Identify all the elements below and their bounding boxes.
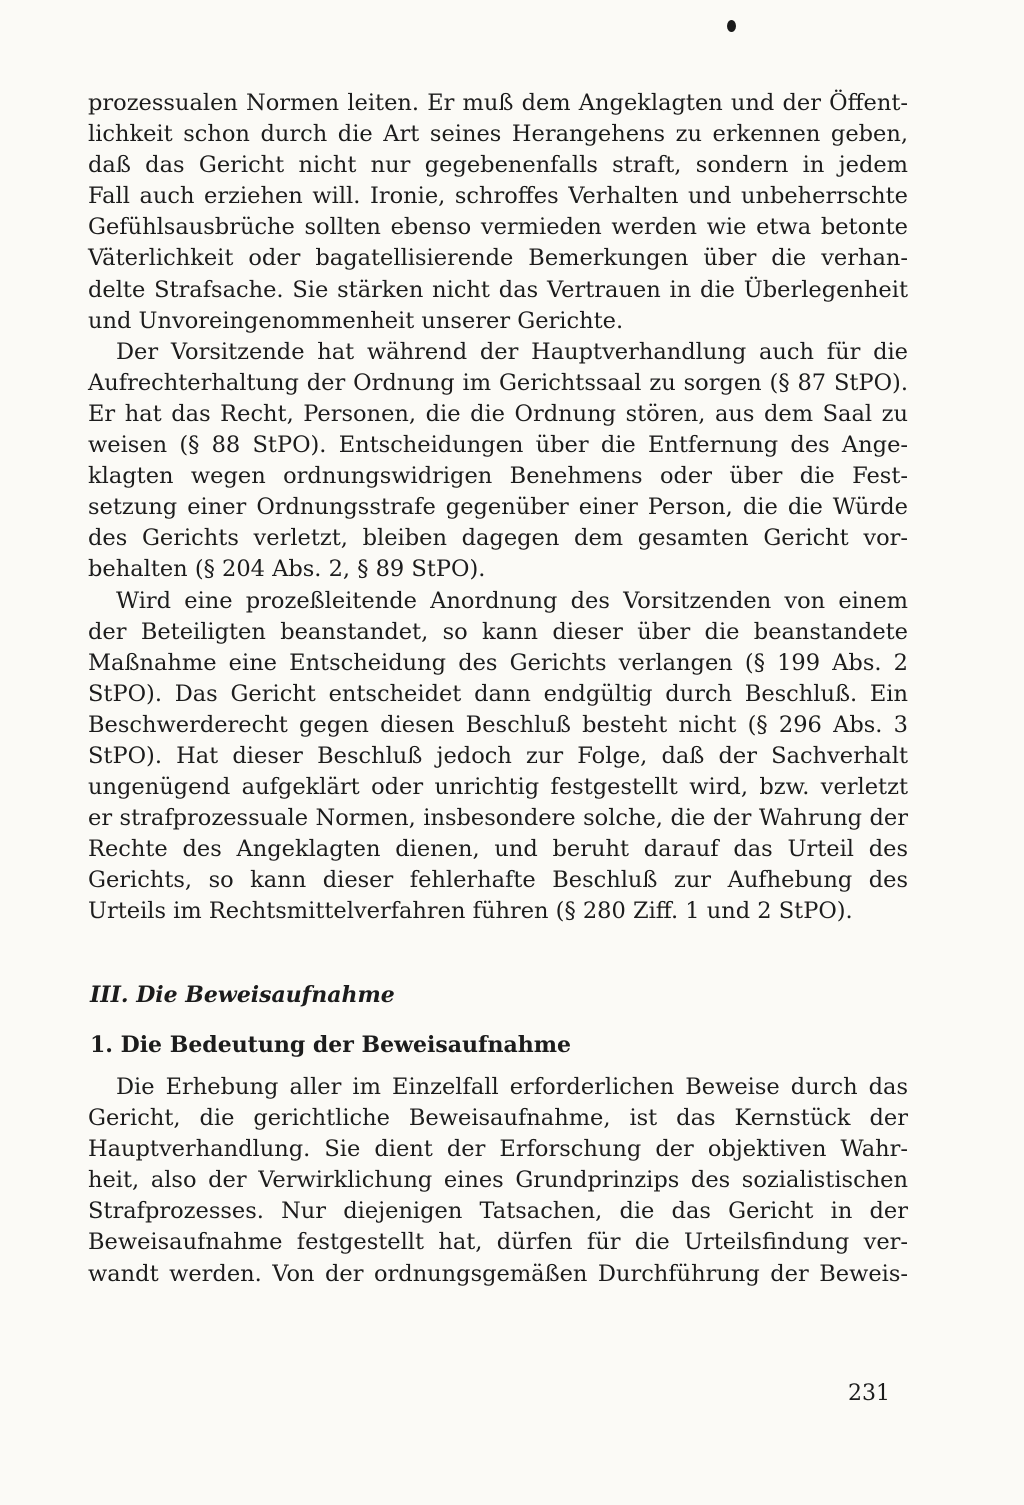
text-line: ungenügend aufgeklärt oder unrichtig festgestellt wird, bzw. verletzt: [88, 774, 908, 801]
text-line: daß das Gericht nicht nur gegebenenfalls straft, sondern in jedem: [88, 152, 908, 179]
page-number: 231: [848, 1381, 890, 1406]
text-line: er strafprozessuale Normen, insbesondere solche, die der Wahrung der: [88, 805, 908, 832]
text-line: Väterlichkeit oder bagatellisierende Bemerkungen über die verhan-: [88, 245, 908, 272]
text-line: Maßnahme eine Entscheidung des Gerichts verlangen (§ 199 Abs. 2: [88, 649, 908, 676]
paragraph-1: [88, 88, 908, 337]
text-line: Aufrechterhaltung der Ordnung im Gerichtssaal zu sorgen (§ 87 StPO).: [88, 369, 908, 396]
subsection-heading: 1. Die Bedeutung der Beweisaufnahme: [90, 1032, 572, 1058]
paragraph-3: [88, 586, 908, 928]
text-line: und Unvoreingenommenheit unserer Gerichte.: [88, 307, 624, 334]
text-line: Beschwerderecht gegen diesen Beschluß besteht nicht (§ 296 Abs. 3: [88, 711, 908, 738]
text-line: Die Erhebung aller im Einzelfall erforderlichen Beweise durch das: [116, 1074, 908, 1100]
text-line: Rechte des Angeklagten dienen, und beruht darauf das Urteil des: [88, 836, 908, 863]
text-line: prozessualen Normen leiten. Er muß dem Angeklagten und der Öffent-: [88, 90, 908, 116]
text-line: Urteils im Rechtsmittelverfahren führen (§ 280 Ziff. 1 und 2 StPO).: [88, 898, 853, 925]
text-line: setzung einer Ordnungsstrafe gegenüber einer Person, die die Würde: [88, 494, 908, 521]
text-line: Gericht, die gerichtliche Beweisaufnahme, ist das Kernstück der: [88, 1105, 908, 1132]
text-line: wandt werden. Von der ordnungsgemäßen Durchführung der Beweis-: [88, 1260, 908, 1287]
text-line: Hauptverhandlung. Sie dient der Erforschung der objektiven Wahr-: [88, 1136, 908, 1163]
text-line: StPO). Das Gericht entscheidet dann endgültig durch Beschluß. Ein: [88, 680, 908, 707]
page-body: [88, 88, 908, 928]
text-line: Gerichts, so kann dieser fehlerhafte Beschluß zur Aufhebung des: [88, 867, 908, 894]
paragraph-4: [88, 1072, 908, 1290]
text-line: delte Strafsache. Sie stärken nicht das Vertrauen in die Überlegenheit: [88, 276, 908, 303]
text-line: Beweisaufnahme festgestellt hat, dürfen für die Urteilsfindung ver-: [88, 1229, 908, 1256]
text-line: Wird eine prozeßleitende Anordnung des Vorsitzenden von einem: [116, 587, 908, 614]
text-line: Er hat das Recht, Personen, die die Ordnung stören, aus dem Saal zu: [88, 400, 908, 427]
text-line: heit, also der Verwirklichung eines Grundprinzips des sozialistischen: [88, 1167, 908, 1194]
ink-dot-mark: [727, 20, 736, 32]
text-line: lichkeit schon durch die Art seines Herangehens zu erkennen geben,: [88, 121, 908, 148]
text-line: Der Vorsitzende hat während der Hauptverhandlung auch für die: [116, 338, 908, 365]
paragraph-2: [88, 337, 908, 586]
text-line: Gefühlsausbrüche sollten ebenso vermieden werden wie etwa betonte: [88, 214, 908, 241]
text-line: klagten wegen ordnungswidrigen Benehmens oder über die Fest-: [88, 463, 908, 490]
text-line: des Gerichts verletzt, bleiben dagegen dem gesamten Gericht vor-: [88, 525, 908, 552]
text-line: behalten (§ 204 Abs. 2, § 89 StPO).: [88, 556, 486, 583]
paragraph-4-container: [88, 1072, 908, 1290]
section-heading: III. Die Beweisaufnahme: [90, 982, 395, 1008]
text-line: Strafprozesses. Nur diejenigen Tatsachen, die das Gericht in der: [88, 1198, 908, 1225]
text-line: Fall auch erziehen will. Ironie, schroffes Verhalten und unbeherrschte: [88, 183, 908, 210]
text-line: der Beteiligten beanstandet, so kann dieser über die beanstandete: [88, 618, 908, 645]
text-line: StPO). Hat dieser Beschluß jedoch zur Folge, daß der Sachverhalt: [88, 742, 908, 769]
text-line: weisen (§ 88 StPO). Entscheidungen über die Entfernung des Ange-: [88, 432, 908, 459]
